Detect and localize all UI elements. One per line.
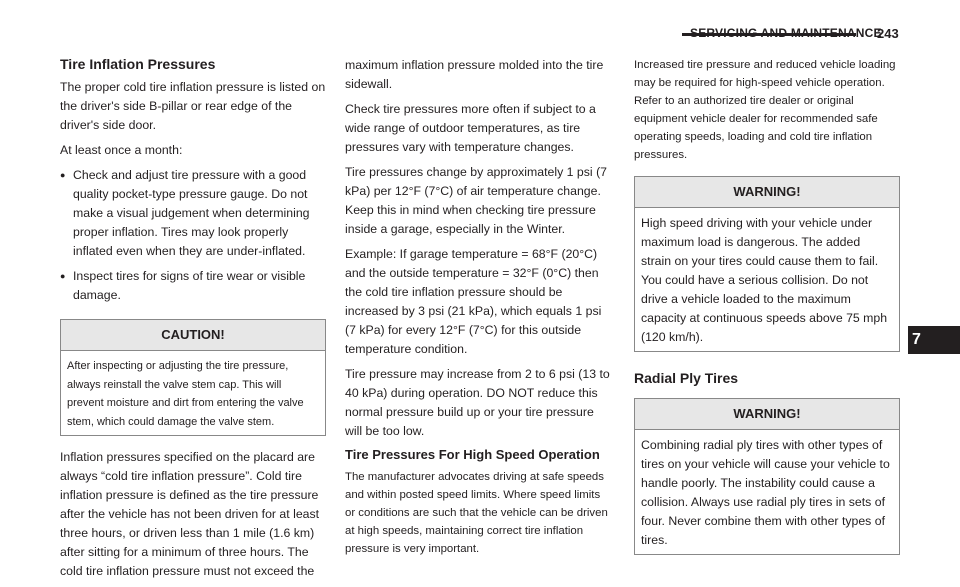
paragraph: At least once a month: xyxy=(60,143,183,157)
warning-text: Combining radial ply tires with other types of tires on your vehicle will cause your vehicle to handle poorly. The instability could cause a collision. Always use radial ply tires in sets of four. Never combine them with other types of tires. xyxy=(641,438,890,547)
caution-title: CAUTION! xyxy=(61,320,325,351)
list-item: ● Inspect tires for signs of tire wear or visible damage. xyxy=(60,267,326,305)
warning-text: High speed driving with your vehicle under maximum load is dangerous. The added strain on your tires could cause them to fail. You could have a serious collision. Do not drive a vehicle loaded to the maximum capacity at continuous speeds above 75 mph (120 km/h). xyxy=(641,216,888,344)
warning-box-radial xyxy=(634,398,900,555)
bullet-list xyxy=(60,166,326,305)
caution-box xyxy=(60,319,326,436)
paragraph: Increased tire pressure and reduced vehicle loading may be required for high-speed vehicle operation. Refer to an authorized tire dealer or original equipment vehicle dealer for recommended safe operating speeds, loading and cold tire inflation pressures. xyxy=(634,59,896,161)
paragraph: Check tire pressures more often if subject to a wide range of outdoor temperatures, as tire pressures vary with temperature changes. xyxy=(345,102,596,154)
paragraph: Example: If garage temperature = 68°F (20°C) and the outside temperature = 32°F (0°C) then the cold tire inflation pressure should be increased by 3 psi (21 kPa), which equals 1 psi (7 kPa) for every 12°F (7°C) for this outside temperature condition. xyxy=(345,247,602,356)
paragraph: The proper cold tire inflation pressure is listed on the driver's side B-pillar or rear edge of the driver's side door. xyxy=(60,80,326,132)
column-3 xyxy=(634,56,900,567)
section-heading-high-speed: Tire Pressures For High Speed Operation xyxy=(345,447,600,462)
warning-title: WARNING! xyxy=(635,399,899,430)
column-2 xyxy=(345,56,613,564)
section-title: SERVICING AND MAINTENANCE xyxy=(690,26,882,40)
section-heading-radial-ply: Radial Ply Tires xyxy=(634,370,739,386)
paragraph: Inflation pressures specified on the placard are always “cold tire inflation pressure”. Cold tire inflation pressure is defined as the tire pressure after the vehicle has not been driven for at least three hours, or driven less than 1 mile (1.6 km) after sitting for a minimum of three hours. The cold tire inflation pressure must not exceed the xyxy=(60,450,320,578)
paragraph: maximum inflation pressure molded into the tire sidewall. xyxy=(345,58,604,91)
warning-title: WARNING! xyxy=(635,177,899,208)
list-item: ● Check and adjust tire pressure with a good quality pocket-type pressure gauge. Do not make a visual judgement when determining proper inflation. Tires may look properly inflated even when they are under-inflated. xyxy=(60,166,326,261)
paragraph: Tire pressures change by approximately 1 psi (7 kPa) per 12°F (7°C) of air temperature change. Keep this in mind when checking tire pressure inside a garage, especially in the Winter. xyxy=(345,165,607,236)
caution-text: After inspecting or adjusting the tire pressure, always reinstall the valve stem cap. This will prevent moisture and dirt from entering the valve stem, which could damage the valve stem. xyxy=(67,360,304,428)
section-heading-tire-inflation: Tire Inflation Pressures xyxy=(60,56,216,72)
chapter-tab: 7 xyxy=(908,326,960,354)
paragraph: The manufacturer advocates driving at safe speeds and within posted speed limits. Where speed limits or conditions are such that the vehicle can be driven at high speeds, maintaining correct tire inflation pressure is very important. xyxy=(345,471,608,555)
warning-box-high-speed xyxy=(634,176,900,352)
page-number: 243 xyxy=(877,26,899,41)
paragraph: Tire pressure may increase from 2 to 6 psi (13 to 40 kPa) during operation. DO NOT reduce this normal pressure build up or your tire pressure will be too low. xyxy=(345,367,610,438)
column-1 xyxy=(60,56,326,587)
